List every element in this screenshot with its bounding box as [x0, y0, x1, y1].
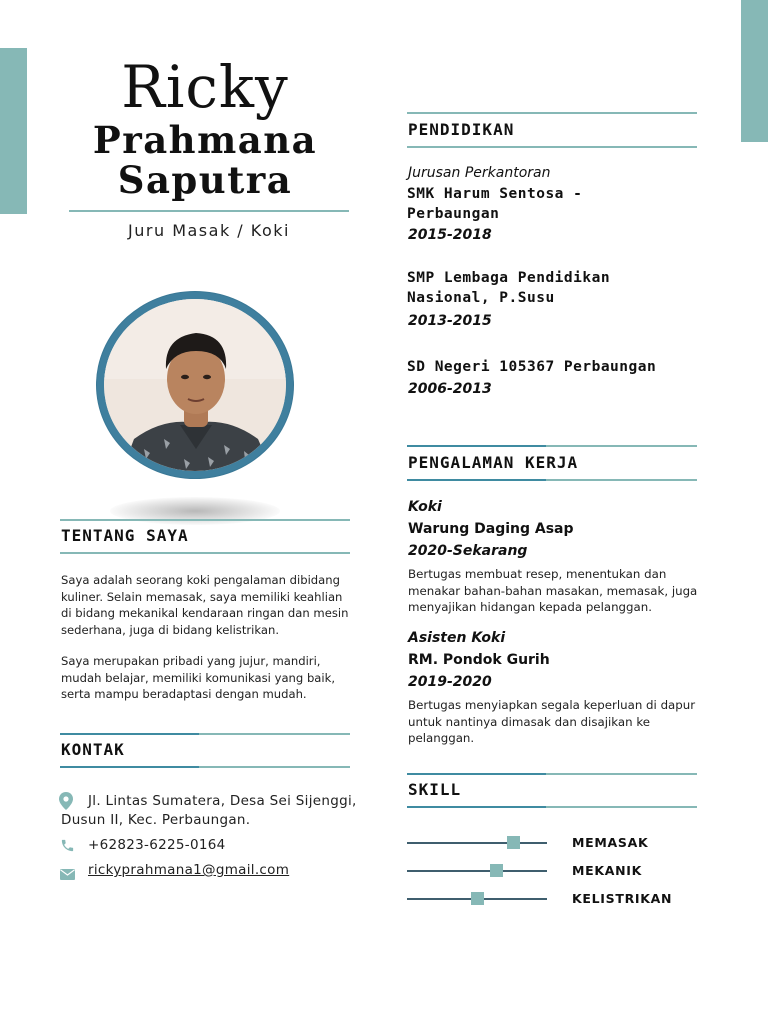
edu-school-1: [407, 185, 707, 224]
job-period-2: 2019-2020: [408, 674, 492, 690]
accent-bar-left: [0, 48, 27, 214]
job-desc-line: menyajikan hidangan kepada pelanggan.: [408, 600, 652, 614]
education-bottom-rule: [407, 146, 697, 148]
about-p1-line: Saya adalah seorang koki pengalaman dibidang: [61, 573, 340, 587]
skill-bar-memasak: [407, 835, 547, 851]
job-position-1: Koki: [408, 499, 442, 515]
skill-top-rule: [407, 773, 697, 775]
job-desc-line: Bertugas menyiapkan segala keperluan di dapur: [408, 698, 696, 712]
about-p1-line: di bidang mekanikal kendaraan ringan dan mesin: [61, 606, 349, 620]
job-desc-line: untuk nantinya dimasak dan disajikan ke: [408, 714, 650, 729]
experience-bottom-rule: [407, 479, 697, 481]
edu-major: Jurusan Perkantoran: [408, 165, 551, 181]
name-divider: [69, 210, 349, 212]
about-p2-line: Saya merupakan pribadi yang jujur, mandiri,: [61, 654, 321, 668]
experience-title: PENGALAMAN KERJA: [408, 453, 579, 472]
edu-school-line: Perbaungan: [407, 205, 500, 222]
contact-title: KONTAK: [61, 740, 125, 759]
about-paragraph-1: [61, 572, 361, 638]
edu-years-3: 2006-2013: [408, 381, 492, 397]
skill-level-knob: [507, 836, 520, 849]
accent-bar-right: [741, 0, 768, 142]
skill-track: [407, 842, 547, 844]
education-title: PENDIDIKAN: [408, 120, 515, 139]
job-description-2: [408, 697, 728, 747]
skill-label-kelistrikan: KELISTRIKAN: [572, 891, 673, 906]
skill-bar-mekanik: [407, 863, 547, 879]
skill-label-memasak: MEMASAK: [572, 835, 649, 850]
first-name: Ricky: [121, 53, 289, 121]
full-name-rest: [60, 120, 350, 200]
profile-photo: [104, 299, 286, 471]
edu-school-line: SMP Lembaga Pendidikan: [407, 270, 611, 286]
edu-years-1: 2015-2018: [408, 227, 492, 243]
skill-bottom-rule: [407, 806, 697, 808]
contact-bottom-rule: [60, 766, 350, 768]
job-place-2: RM. Pondok Gurih: [408, 652, 550, 668]
edu-school-line: SMK Harum Sentosa -: [407, 186, 583, 202]
about-p1-line: kuliner. Selain memasak, saya memiliki keahlian: [61, 589, 343, 604]
skill-label-mekanik: MEKANIK: [572, 863, 643, 878]
job-position-2: Asisten Koki: [408, 630, 506, 646]
about-bottom-rule: [60, 552, 350, 554]
job-desc-line: pelanggan.: [408, 731, 475, 745]
skill-bar-kelistrikan: [407, 891, 547, 907]
skill-track: [407, 870, 547, 872]
education-top-rule: [407, 112, 697, 114]
edu-school-3: SD Negeri 105367 Perbaungan: [407, 359, 657, 375]
contact-address-line-2: Dusun II, Kec. Perbaungan.: [61, 812, 251, 828]
about-p1-line: sederhana, juga di bidang kelistrikan.: [61, 622, 280, 637]
job-desc-line: menakar bahan-bahan masakan, memasak, juga: [408, 583, 698, 598]
name-line-3: Saputra: [117, 158, 293, 202]
contact-email-link[interactable]: rickyprahmana1@gmail.com: [88, 862, 290, 878]
job-desc-line: Bertugas membuat resep, menentukan dan: [408, 567, 667, 581]
skill-title: SKILL: [408, 780, 462, 799]
edu-school-line: Nasional, P.Susu: [407, 289, 555, 306]
job-title: Juru Masak / Koki: [128, 221, 290, 240]
job-description-1: [408, 566, 728, 616]
edu-school-2: [407, 269, 707, 308]
about-top-rule: [60, 519, 350, 521]
experience-top-rule: [407, 445, 697, 447]
name-line-2: Prahmana: [92, 118, 318, 162]
about-p2-line: mudah belajar, memiliki komunikasi yang baik,: [61, 670, 336, 685]
skill-level-knob: [490, 864, 503, 877]
contact-phone: +62823-6225-0164: [88, 837, 226, 853]
contact-top-rule: [60, 733, 350, 735]
about-title: TENTANG SAYA: [61, 526, 189, 545]
job-period-1: 2020-Sekarang: [408, 543, 528, 559]
about-paragraph-2: [61, 653, 361, 703]
job-place-1: Warung Daging Asap: [408, 521, 574, 537]
envelope-icon: [60, 865, 75, 884]
phone-icon: [60, 838, 75, 857]
about-p2-line: serta mampu beradaptasi dengan mudah.: [61, 687, 307, 701]
contact-address-line-1: Jl. Lintas Sumatera, Desa Sei Sijenggi,: [88, 793, 357, 809]
edu-years-2: 2013-2015: [408, 313, 492, 329]
skill-level-knob: [471, 892, 484, 905]
portrait-illustration: [104, 299, 286, 471]
